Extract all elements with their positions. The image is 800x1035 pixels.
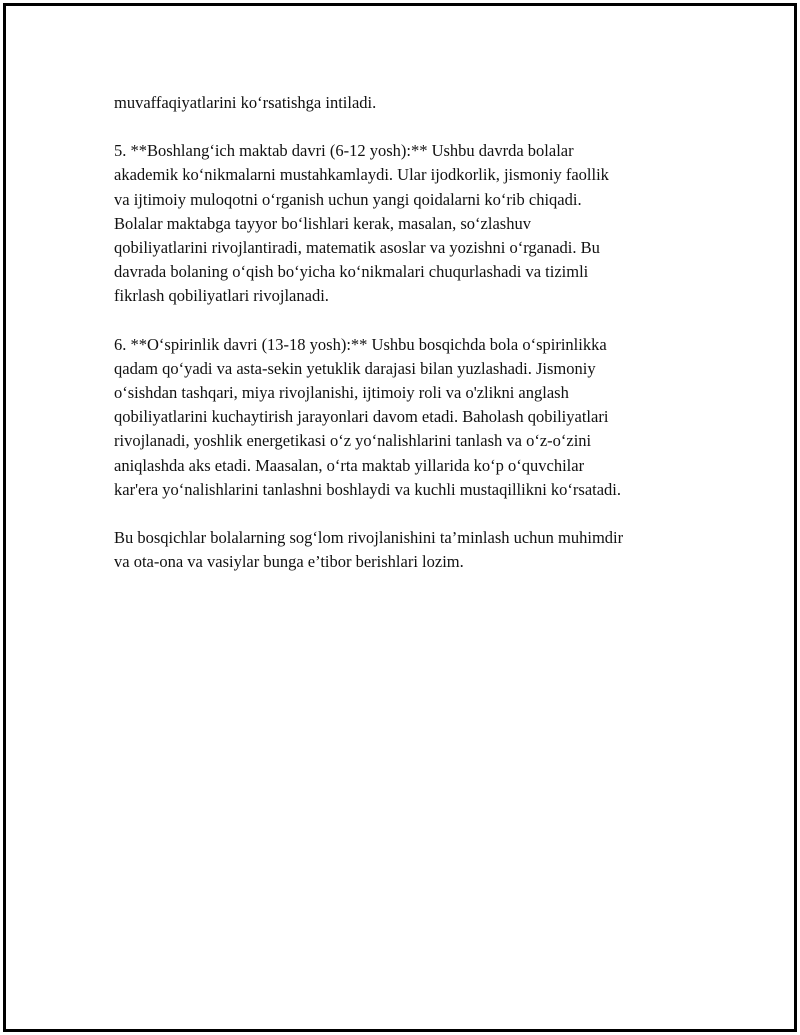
text-line: Bolalar maktabga tayyor bo‘lishlari kerak, masalan, so‘zlashuv xyxy=(114,213,531,233)
paragraph-adolescence-period xyxy=(114,333,694,502)
text-line: 5. **Boshlang‘ich maktab davri (6-12 yosh):** Ushbu davrda bolalar xyxy=(114,141,574,161)
document-body xyxy=(114,91,694,598)
text-line: va ijtimoiy muloqotni o‘rganish uchun yangi qoidalarni ko‘rib chiqadi. xyxy=(114,189,582,209)
text-line: fikrlash qobiliyatlari rivojlanadi. xyxy=(114,286,329,306)
paragraph-conclusion xyxy=(114,526,694,574)
text-line: aniqlashda aks etadi. Maasalan, o‘rta maktab yillarida ko‘p o‘quvchilar xyxy=(114,455,585,475)
text-line: akademik ko‘nikmalarni mustahkamlaydi. Ular ijodkorlik, jismoniy faollik xyxy=(114,165,609,185)
text-line: Bu bosqichlar bolalarning sog‘lom rivojlanishini ta’minlash uchun muhimdir xyxy=(114,528,624,548)
text-line: qobiliyatlarini rivojlantiradi, matematik asoslar va yozishni o‘rganadi. Bu xyxy=(114,238,600,258)
text-line: muvaffaqiyatlarini ko‘rsatishga intiladi. xyxy=(114,93,377,112)
text-line: kar'era yo‘nalishlarini tanlashni boshlaydi va kuchli mustaqillikni ko‘rsatadi. xyxy=(114,479,622,499)
text-line: o‘sishdan tashqari, miya rivojlanishi, ijtimoiy roli va o'zlikni anglash xyxy=(114,383,569,403)
text-line: davrada bolaning o‘qish bo‘yicha ko‘nikmalari chuqurlashadi va tizimli xyxy=(114,262,589,282)
text-line: va ota-ona va vasiylar bunga e’tibor berishlari lozim. xyxy=(114,552,464,572)
text-line: qobiliyatlarini kuchaytirish jarayonlari davom etadi. Baholash qobiliyatlari xyxy=(114,407,609,427)
text-line: rivojlanadi, yoshlik energetikasi o‘z yo‘nalishlarini tanlash va o‘z-o‘zini xyxy=(114,431,592,451)
paragraph-primary-school-period xyxy=(114,139,694,308)
text-line: 6. **O‘spirinlik davri (13-18 yosh):** Ushbu bosqichda bola o‘spirinlikka xyxy=(114,334,607,354)
text-line: qadam qo‘yadi va asta-sekin yetuklik darajasi bilan yuzlashadi. Jismoniy xyxy=(114,358,596,378)
paragraph-continuation xyxy=(114,91,694,115)
